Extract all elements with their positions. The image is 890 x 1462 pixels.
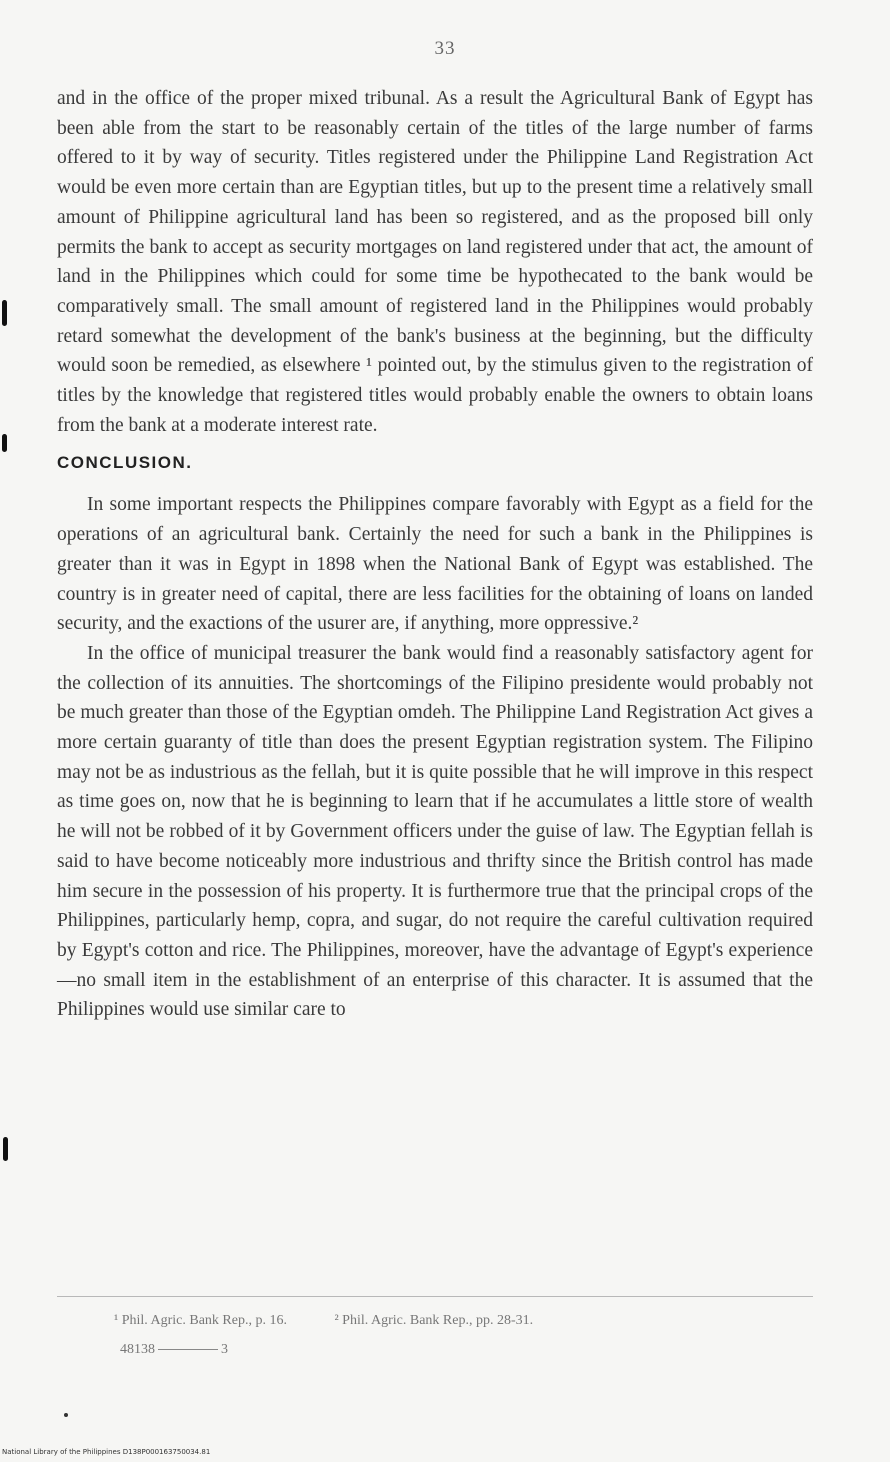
scan-speck bbox=[3, 1137, 8, 1161]
paragraph-continuation: and in the office of the proper mixed tribunal. As a result the Agricultural Bank of Egypt has been able from the start to be reasonably certain of the titles of the large number of farms offered to it by way of security. Titles registered under the Philippine Land Registration Act would be even more certain than are Egyptian titles, but up to the present time a relatively small amount of Philippine agricultural land has been so registered, and as the proposed bill only permits the bank to accept as security mortgages on land registered under that act, the amount of land in the Philippines which could for some time be hypothecated to the bank would be comparatively small. The small amount of registered land in the Philippines would probably retard somewhat the development of the bank's business at the beginning, but the difficulty would soon be remedied, as elsewhere ¹ pointed out, by the stimulus given to the registration of titles by the knowledge that registered titles would probably enable the owners to obtain loans from the bank at a moderate interest rate. bbox=[57, 88, 813, 436]
printer-mark-dash bbox=[158, 1349, 218, 1350]
scan-dot bbox=[64, 1413, 68, 1417]
footnote-divider bbox=[57, 1296, 813, 1297]
footnote-1: ¹ Phil. Agric. Bank Rep., p. 16. bbox=[114, 1313, 287, 1328]
footnote-2: ² Phil. Agric. Bank Rep., pp. 28-31. bbox=[334, 1313, 534, 1328]
paragraph-conclusion-1: In some important respects the Philippines compare favorably with Egypt as a field for the operations of an agricultural bank. Certainly the need for such a bank in the Philippines is greater than it was in Egypt in 1898 when the National Bank of Egypt was established. The country is in greater need of capital, there are less facilities for the obtaining of loans on landed security, and the exactions of the usurer are, if anything, more oppressive.² bbox=[57, 494, 813, 635]
scan-source-label: National Library of the Philippines D138P000163750034.81 bbox=[2, 1448, 211, 1456]
footnotes bbox=[114, 1312, 814, 1330]
printer-signature-mark bbox=[120, 1342, 228, 1358]
body-text bbox=[57, 84, 813, 1025]
scan-speck bbox=[2, 300, 7, 326]
printer-mark-sheet: 3 bbox=[221, 1342, 228, 1357]
page-number: 33 bbox=[434, 38, 456, 59]
paragraph-conclusion-2: In the office of municipal treasurer the bank would find a reasonably satisfactory agent for the collection of its annuities. The shortcomings of the Filipino presidente would probably not be much greater than those of the Egyptian omdeh. The Philippine Land Registration Act gives a more certain guaranty of title than does the present Egyptian registration system. The Filipino may not be as industrious as the fellah, but it is quite possible that he will improve in this respect as time goes on, now that he is beginning to learn that if he accumulates a little store of wealth he will not be robbed of it by Government officers under the guise of law. The Egyptian fellah is said to have become noticeably more industrious and thrifty since the British control has made him secure in the possession of his property. It is furthermore true that the principal crops of the Philippines, particularly hemp, copra, and sugar, do not require the careful cultivation required by Egypt's cotton and rice. The Philippines, moreover, have the advantage of Egypt's experience—no small item in the establishment of an enterprise of this character. It is assumed that the Philippines would use similar care to bbox=[57, 642, 813, 1021]
section-heading: CONCLUSION. bbox=[57, 453, 193, 473]
printer-mark-number: 48138 bbox=[120, 1342, 155, 1357]
scan-speck bbox=[2, 434, 7, 452]
